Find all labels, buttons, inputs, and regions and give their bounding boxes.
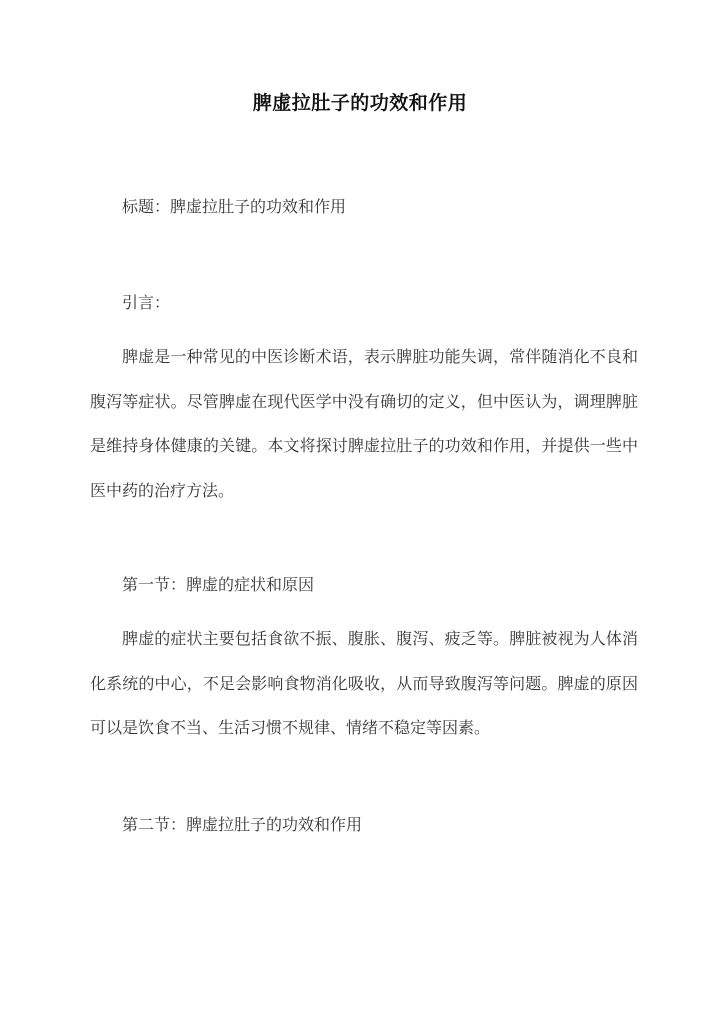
- section1-paragraph: 脾虚的症状主要包括食欲不振、腹胀、腹泻、疲乏等。脾脏被视为人体消化系统的中心，不足会影响食物消化吸收，从而导致腹泻等问题。脾虚的原因可以是饮食不当、生活习惯不规律、情绪不稳定等因素。: [90, 629, 638, 737]
- section1-heading: 第一节：脾虚的症状和原因: [122, 575, 315, 594]
- section2-heading: 第二节：脾虚拉肚子的功效和作用: [122, 815, 363, 834]
- intro-heading: 引言：: [122, 293, 171, 312]
- intro-paragraph: 脾虚是一种常见的中医诊断术语，表示脾脏功能失调，常伴随消化不良和腹泻等症状。尽管脾虚在现代医学中没有确切的定义，但中医认为，调理脾脏是维持身体健康的关键。本文将探讨脾虚拉肚子的功效和作用，并提供一些中医中药的治疗方法。: [90, 347, 638, 500]
- subtitle-line: 标题：脾虚拉肚子的功效和作用: [122, 197, 347, 216]
- document-title: 脾虚拉肚子的功效和作用: [252, 92, 468, 114]
